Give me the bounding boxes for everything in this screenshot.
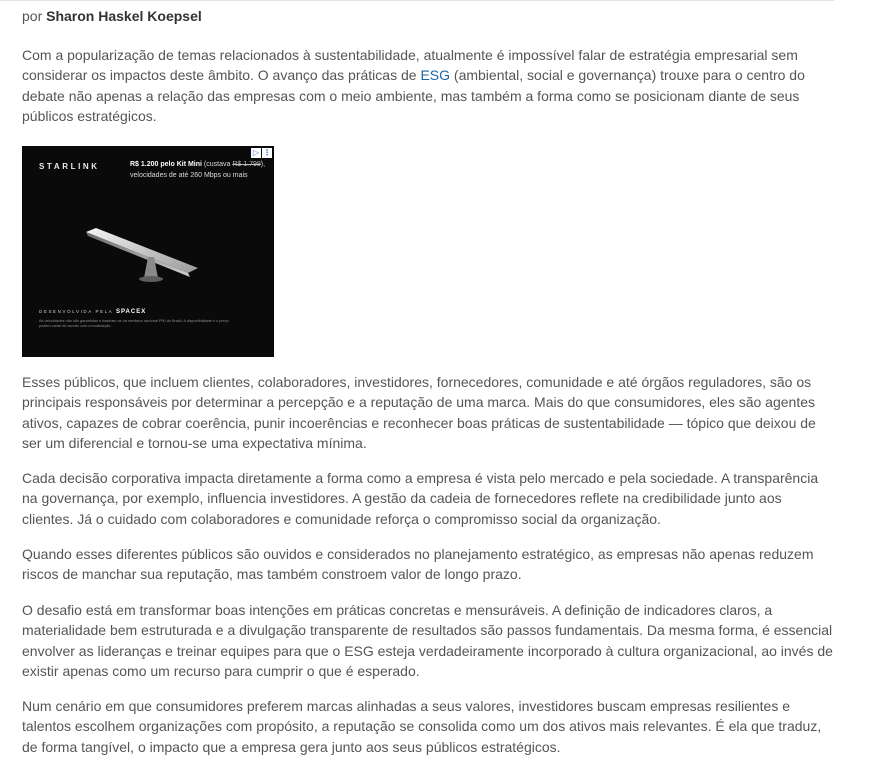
intro-text-b: (ambiental, social e governança) trouxe para o centro do debate não apenas a relação das empresas com o meio ambiente, mas também a forma como se posicionam diante de seus públicos estratégicos. [22,67,805,124]
esg-link[interactable]: ESG [420,67,451,84]
starlink-ad-banner[interactable] [22,146,274,357]
ad-price-note-prefix: (custava [203,161,231,168]
adchoices-icon[interactable]: ▷ [252,148,260,157]
paragraph-publics: Esses públicos, que incluem clientes, colaboradores, investidores, fornecedores, comunidade e até órgãos reguladores, são os principais responsáveis por determinar a percepção e a reputação de uma marca. Mais do que consumidores, eles são agentes ativos, capazes de cobrar coerência, punir incoerências e reconhecer boas práticas de sustentabilidade — tópico que deixou de ser um diferencial e tornou-se uma expectativa mínima. [22,374,816,451]
ad-price-note-suffix: ), [260,161,266,168]
ad-choices[interactable] [251,148,272,158]
spacex-logo: SPACEX [116,309,147,315]
byline [22,6,834,26]
intro-text-a: Com a popularização de temas relacionados à sustentabilidade, atualmente é impossível falar de estratégia empresarial sem considerar os impactos deste âmbito. O avanço das práticas de [22,47,798,84]
byline-prefix: por [22,8,43,24]
paragraph-scenario: Num cenário em que consumidores preferem marcas alinhadas a seus valores, investidores buscam empresas resilientes e talentos escolhem organizações com propósito, a reputação se consolida como um dos ativos mais relevantes. É ela que traduz, de forma tangível, o impacto que a empresa gera junto aos seus públicos estratégicos. [22,698,822,755]
author-name: Sharon Haskel Koepsel [46,8,202,24]
ad-developed-by-label: DESENVOLVIDA PELA [39,309,114,314]
paragraph-decisions: Cada decisão corporativa impacta diretamente a forma como a empresa é vista pelo mercado e pela sociedade. A transparência na governança, por exemplo, influencia investidores. A gestão da cadeia de fornecedores reflete na credibilidade junto aos clientes. Já o cuidado com colaboradores e comunidade reforça o compromisso social da organização. [22,470,819,527]
intro-paragraph [22,45,834,126]
paragraph-listening: Quando esses diferentes públicos são ouvidos e considerados no planejamento estratégico, as empresas não apenas reduzem riscos de manchar sua reputação, mas também constroem valor de longo prazo. [22,546,814,583]
ad-disclaimer: As velocidades não são garantidas e baseiam-se na mediana nacional P90 do Brasil. A disponibilidade e o preço podem variar de acordo com a localização. [39,319,229,328]
ad-old-price: R$ 1.799 [232,161,261,168]
ad-speed: velocidades de até 260 Mbps ou mais [130,172,248,179]
ad-close-icon[interactable]: ⋮ [263,148,271,157]
ad-brand-logo: STARLINK [39,162,100,171]
ad-headline [130,159,272,181]
paragraph-challenge: O desafio está em transformar boas intenções em práticas concretas e mensuráveis. A definição de indicadores claros, a materialidade bem estruturada e a divulgação transparente de resultados são passos fundamentais. Da mesma forma, é essencial envolver as lideranças e treinar equipes para que o ESG esteja verdadeiramente incorporado à cultura organizacional, ao invés de existir apenas como um recurso para cumprir o que é esperado. [22,602,833,679]
ad-price: R$ 1.200 pelo Kit Mini [130,161,202,168]
ad-developed-by [39,309,146,315]
starlink-dish-image [82,224,232,284]
